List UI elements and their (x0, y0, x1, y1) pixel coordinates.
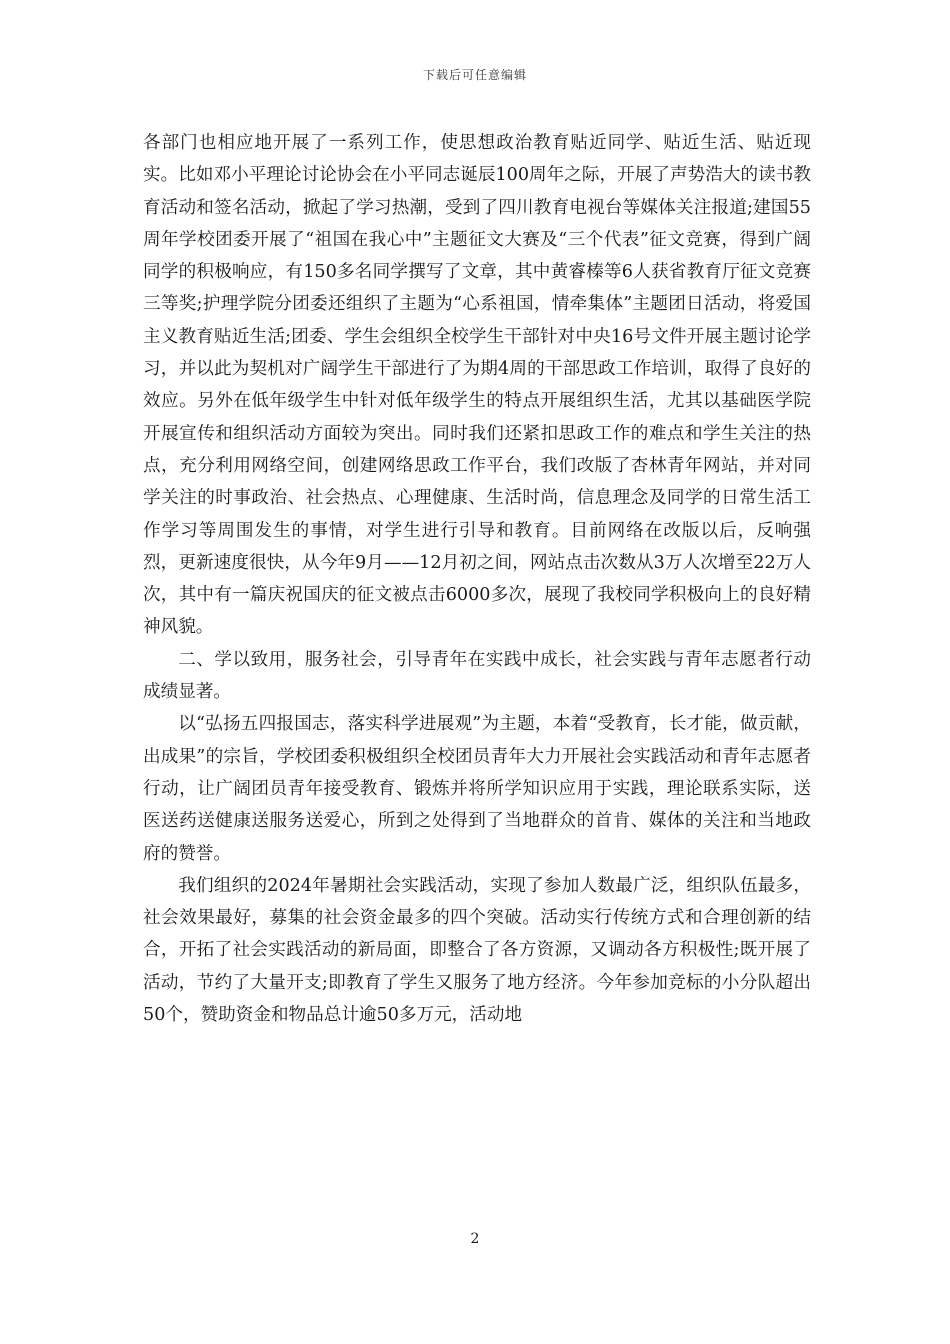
paragraph-2-section-heading: 二、学以致用，服务社会，引导青年在实践中成长，社会实践与青年志愿者行动成绩显著。 (143, 649, 811, 703)
paragraph-3: 以“弘扬五四报国志，落实科学进展观”为主题，本着“受教育，长才能，做贡献，出成果”的宗旨，学校团委积极组织全校团员青年大力开展社会实践活动和青年志愿者行动，让广阔团员青年接受教育、锻炼并将所学知识应用于实践，理论联系实际，送医送药送健康送服务送爱心，所到之处得到了当地群众的首肯、媒体的关注和当地政府的赞誉。 (143, 714, 811, 864)
paragraph-4: 我们组织的2024年暑期社会实践活动，实现了参加人数最广泛，组织队伍最多，社会效果最好，募集的社会资金最多的四个突破。活动实行传统方式和合理创新的结合，开拓了社会实践活动的新局面，即整合了各方资源，又调动各方积极性;既开展了活动，节约了大量开支;即教育了学生又服务了地方经济。今年参加竞标的小分队超出50个，赞助资金和物品总计逾50多万元，活动地 (143, 875, 811, 1026)
page-number: 2 (470, 1231, 480, 1247)
paragraph-1: 各部门也相应地开展了一系列工作，使思想政治教育贴近同学、贴近生活、贴近现实。比如邓小平理论讨论协会在小平同志诞辰100周年之际，开展了声势浩大的读书教育活动和签名活动，掀起了学习热潮，受到了四川教育电视台等媒体关注报道;建国55周年学校团委开展了“祖国在我心中”主题征文大赛及“三个代表”征文竞赛，得到广阔同学的积极响应，有150多名同学撰写了文章，其中黄睿榛等6人获省教育厅征文竞赛三等奖;护理学院分团委还组织了主题为“心系祖国，情牵集体”主题团日活动，将爱国主义教育贴近生活;团委、学生会组织全校学生干部针对中央16号文件开展主题讨论学习，并以此为契机对广阔学生干部进行了为期4周的干部思政工作培训，取得了良好的效应。另外在低年级学生中针对低年级学生的特点开展组织生活，尤其以基础医学院开展宣传和组织活动方面较为突出。同时我们还紧扣思政工作的难点和学生关注的热点，充分利用网络空间，创建网络思政工作平台，我们改版了杏林青年网站，并对同学关注的时事政治、社会热点、心理健康、生活时尚，信息理念及同学的日常生活工作学习等周围发生的事情，对学生进行引导和教育。目前网络在改版以后，反响强烈，更新速度很快，从今年9月——12月初之间，网站点击次数从3万人次增至22万人次，其中有一篇庆祝国庆的征文被点击6000多次，展现了我校同学积极向上的良好精神风貌。 (143, 133, 811, 638)
page-header: 下载后可任意编辑 (422, 68, 527, 82)
document-body (143, 127, 811, 1031)
